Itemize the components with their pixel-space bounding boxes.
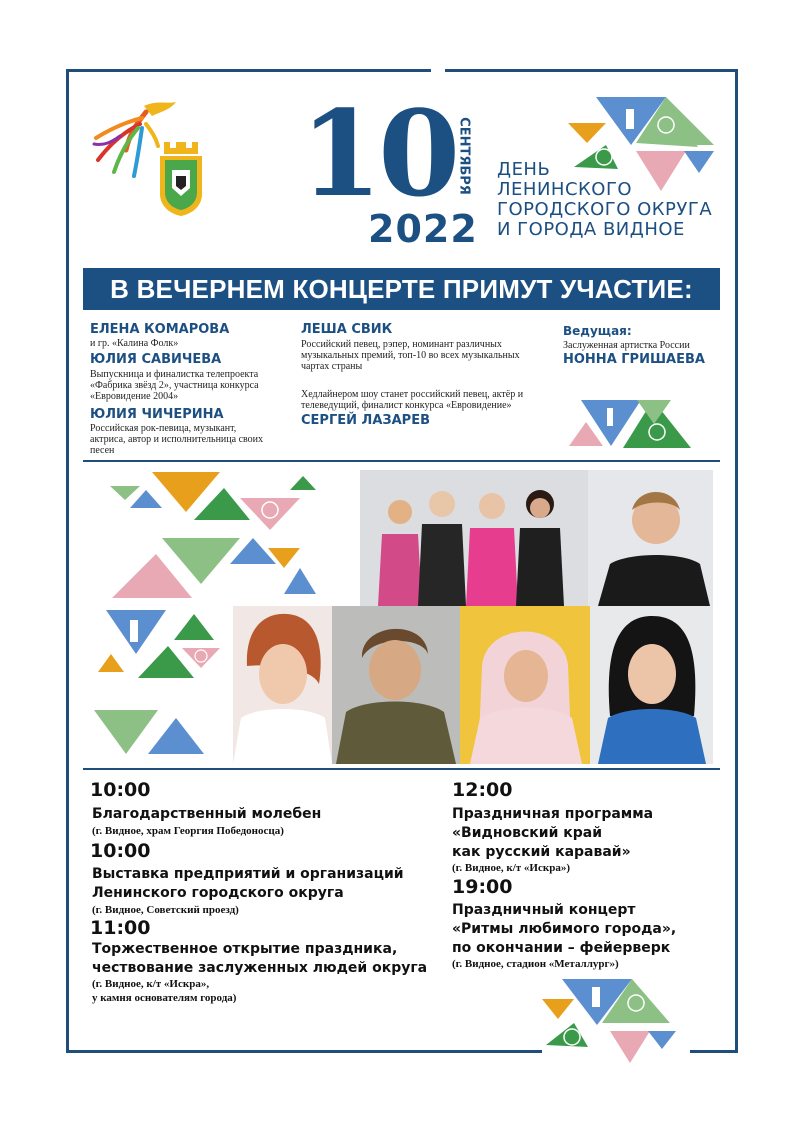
event-title-line: ДЕНЬ xyxy=(497,159,551,180)
event-month: СЕНТЯБРЯ xyxy=(456,117,472,195)
schedule-location: (г. Видное, стадион «Металлург») xyxy=(452,958,619,970)
schedule-time: 11:00 xyxy=(90,917,151,939)
participant-desc: Выпускница и финалистка телепроекта «Фабрика звёзд 2», участница конкурса «Евровидение 2004» xyxy=(90,369,259,402)
schedule-title: чествование заслуженных людей округа xyxy=(92,960,428,976)
coat-of-arms-icon xyxy=(156,138,206,218)
participant-desc: Хедлайнером шоу станет российский певец, актёр и телеведущий, финалист конкурса «Евровидение» xyxy=(301,389,524,411)
event-month-wrap xyxy=(452,108,476,204)
host-name: НОННА ГРИШАЕВА xyxy=(563,352,705,367)
schedule-location: (г. Видное, к/т «Искра», xyxy=(92,978,210,990)
participant-name: ЕЛЕНА КОМАРОВА xyxy=(90,322,230,337)
schedule-title: Праздничная программа xyxy=(452,806,654,822)
participant-name: ЮЛИЯ САВИЧЕВА xyxy=(90,352,222,367)
schedule-title: Благодарственный молебен xyxy=(92,806,322,822)
event-title-line: ГОРОДСКОГО ОКРУГА xyxy=(497,199,713,220)
participant-name: ЛЕША СВИК xyxy=(301,322,393,337)
schedule-location: (г. Видное, Советский проезд) xyxy=(92,904,239,916)
frame-line xyxy=(66,1050,542,1053)
schedule-location: у камня основателям города) xyxy=(92,992,237,1004)
frame-line xyxy=(445,69,738,72)
triangle-pattern-icon xyxy=(567,398,697,450)
lazarev-photo xyxy=(588,470,713,606)
schedule-title: как русский каравай» xyxy=(452,844,631,860)
host-desc: Заслуженная артистка России xyxy=(563,340,690,351)
schedule-time: 12:00 xyxy=(452,779,513,801)
svik-photo xyxy=(460,606,590,764)
schedule-time: 10:00 xyxy=(90,779,151,801)
group-photo xyxy=(360,470,588,606)
triangle-pattern-icon xyxy=(540,975,680,1065)
schedule-title: по окончании – фейерверк xyxy=(452,940,671,956)
schedule-location: (г. Видное, к/т «Искра») xyxy=(452,862,570,874)
savicheva-photo xyxy=(233,606,332,764)
section-divider xyxy=(83,768,720,770)
schedule-title: Ленинского городского округа xyxy=(92,885,344,901)
schedule-title: «Видновский край xyxy=(452,825,603,841)
frame-line xyxy=(690,1050,738,1053)
participant-desc: Российский певец, рэпер, номинант различных музыкальных премий, топ-10 во всех музыкальных чартах страны xyxy=(301,339,520,372)
event-year: 2022 xyxy=(368,207,478,251)
event-day: 10 xyxy=(300,84,457,223)
schedule-location: (г. Видное, храм Георгия Победоносца) xyxy=(92,825,284,837)
schedule-title: Выставка предприятий и организаций xyxy=(92,866,404,882)
participant-name: ЮЛИЯ ЧИЧЕРИНА xyxy=(90,407,224,422)
schedule-title: Торжественное открытие праздника, xyxy=(92,941,398,957)
event-title-line: И ГОРОДА ВИДНОЕ xyxy=(497,219,685,240)
participant-desc: Российская рок-певица, музыкант, актриса, автор и исполнительница своих песен xyxy=(90,423,264,456)
schedule-title: «Ритмы любимого города», xyxy=(452,921,677,937)
schedule-time: 10:00 xyxy=(90,840,151,862)
schedule-title: Праздничный концерт xyxy=(452,902,636,918)
frame-line xyxy=(735,69,738,1053)
grishaeva-photo xyxy=(590,606,713,764)
participants-banner: В ВЕЧЕРНЕМ КОНЦЕРТЕ ПРИМУТ УЧАСТИЕ: xyxy=(83,268,720,310)
section-divider xyxy=(83,460,720,462)
event-title-line: ЛЕНИНСКОГО xyxy=(497,179,633,200)
triangle-pattern-icon xyxy=(566,95,716,195)
participant-name: СЕРГЕЙ ЛАЗАРЕВ xyxy=(301,413,430,428)
chicherina-photo xyxy=(332,606,460,764)
frame-line xyxy=(66,69,69,1053)
participant-desc: и гр. «Калина Фолк» xyxy=(90,338,179,349)
host-label: Ведущая: xyxy=(563,324,632,338)
frame-line xyxy=(66,69,431,72)
schedule-time: 19:00 xyxy=(452,876,513,898)
